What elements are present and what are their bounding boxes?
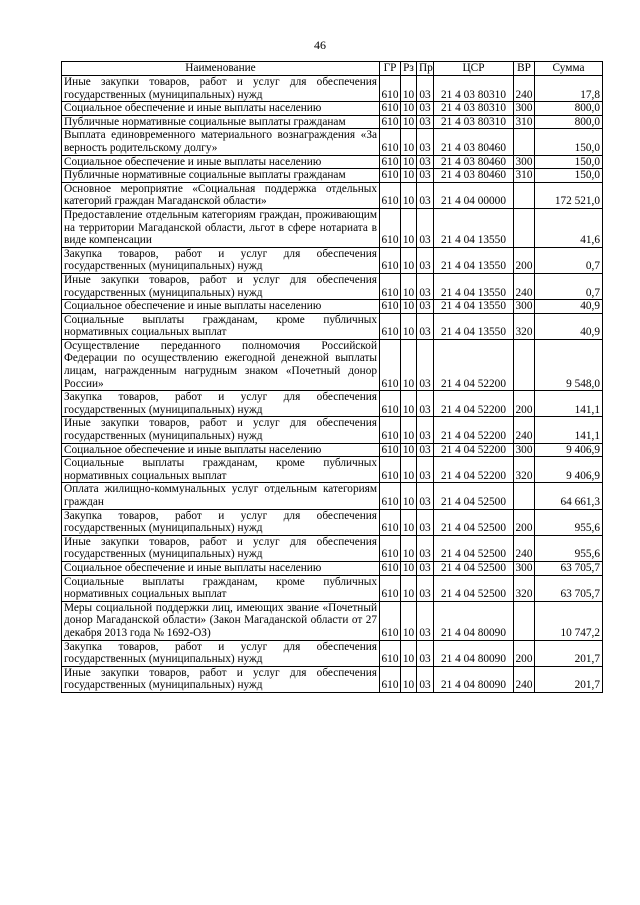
cell-rz: 10 bbox=[401, 339, 417, 390]
cell-gr: 610 bbox=[380, 391, 401, 417]
cell-sum: 955,6 bbox=[535, 509, 603, 535]
cell-csr: 21 4 04 52500 bbox=[434, 575, 514, 601]
cell-rz: 10 bbox=[401, 535, 417, 561]
cell-pr: 03 bbox=[417, 76, 434, 102]
table-row bbox=[62, 273, 603, 299]
cell-csr: 21 4 04 80090 bbox=[434, 640, 514, 666]
cell-pr: 03 bbox=[417, 155, 434, 169]
cell-name: Социальные выплаты гражданам, кроме публичных нормативных социальных выплат bbox=[62, 457, 380, 483]
cell-csr: 21 4 03 80310 bbox=[434, 76, 514, 102]
cell-csr: 21 4 04 52200 bbox=[434, 391, 514, 417]
cell-gr: 610 bbox=[380, 76, 401, 102]
cell-rz: 10 bbox=[401, 575, 417, 601]
cell-name: Социальные выплаты гражданам, кроме публичных нормативных социальных выплат bbox=[62, 313, 380, 339]
cell-vr bbox=[514, 182, 535, 208]
cell-vr: 300 bbox=[514, 155, 535, 169]
cell-pr: 03 bbox=[417, 313, 434, 339]
cell-sum: 63 705,7 bbox=[535, 575, 603, 601]
table-row bbox=[62, 391, 603, 417]
cell-pr: 03 bbox=[417, 391, 434, 417]
cell-sum: 10 747,2 bbox=[535, 601, 603, 640]
cell-rz: 10 bbox=[401, 182, 417, 208]
cell-name: Иные закупки товаров, работ и услуг для обеспечения государственных (муниципальных) нужд bbox=[62, 417, 380, 443]
cell-name: Меры социальной поддержки лиц, имеющих звание «Почетный донор Магаданской области» (Закон Магаданской области от 27 декабря 2013 года № 1692-ОЗ) bbox=[62, 601, 380, 640]
cell-vr: 300 bbox=[514, 561, 535, 575]
table-row bbox=[62, 208, 603, 247]
cell-vr: 300 bbox=[514, 102, 535, 116]
table-row bbox=[62, 640, 603, 666]
cell-rz: 10 bbox=[401, 509, 417, 535]
cell-sum: 955,6 bbox=[535, 535, 603, 561]
table-row bbox=[62, 457, 603, 483]
cell-gr: 610 bbox=[380, 575, 401, 601]
table-row bbox=[62, 76, 603, 102]
cell-rz: 10 bbox=[401, 417, 417, 443]
cell-gr: 610 bbox=[380, 509, 401, 535]
cell-csr: 21 4 04 00000 bbox=[434, 182, 514, 208]
cell-rz: 10 bbox=[401, 208, 417, 247]
cell-pr: 03 bbox=[417, 457, 434, 483]
table-row bbox=[62, 601, 603, 640]
table-body bbox=[62, 76, 603, 693]
table-row bbox=[62, 509, 603, 535]
cell-csr: 21 4 04 52500 bbox=[434, 535, 514, 561]
cell-gr: 610 bbox=[380, 601, 401, 640]
cell-csr: 21 4 04 80090 bbox=[434, 666, 514, 692]
cell-csr: 21 4 04 13550 bbox=[434, 247, 514, 273]
cell-name: Публичные нормативные социальные выплаты гражданам bbox=[62, 115, 380, 129]
cell-sum: 141,1 bbox=[535, 417, 603, 443]
cell-sum: 150,0 bbox=[535, 169, 603, 183]
cell-sum: 141,1 bbox=[535, 391, 603, 417]
cell-rz: 10 bbox=[401, 129, 417, 155]
cell-vr bbox=[514, 483, 535, 509]
col-header-rz: Рз bbox=[401, 62, 417, 76]
cell-gr: 610 bbox=[380, 208, 401, 247]
cell-vr: 240 bbox=[514, 666, 535, 692]
cell-sum: 9 548,0 bbox=[535, 339, 603, 390]
cell-rz: 10 bbox=[401, 457, 417, 483]
cell-sum: 150,0 bbox=[535, 155, 603, 169]
cell-pr: 03 bbox=[417, 115, 434, 129]
cell-sum: 40,9 bbox=[535, 300, 603, 314]
cell-pr: 03 bbox=[417, 129, 434, 155]
cell-sum: 40,9 bbox=[535, 313, 603, 339]
cell-vr: 320 bbox=[514, 457, 535, 483]
cell-name: Социальное обеспечение и иные выплаты населению bbox=[62, 561, 380, 575]
table-row bbox=[62, 247, 603, 273]
cell-sum: 63 705,7 bbox=[535, 561, 603, 575]
table-row bbox=[62, 115, 603, 129]
cell-sum: 800,0 bbox=[535, 115, 603, 129]
cell-name: Социальное обеспечение и иные выплаты населению bbox=[62, 300, 380, 314]
cell-sum: 800,0 bbox=[535, 102, 603, 116]
page-number: 46 bbox=[314, 38, 326, 52]
cell-name: Оплата жилищно-коммунальных услуг отдельным категориям граждан bbox=[62, 483, 380, 509]
col-header-sum: Сумма bbox=[535, 62, 603, 76]
cell-pr: 03 bbox=[417, 601, 434, 640]
cell-vr: 240 bbox=[514, 273, 535, 299]
cell-gr: 610 bbox=[380, 561, 401, 575]
cell-pr: 03 bbox=[417, 247, 434, 273]
cell-gr: 610 bbox=[380, 457, 401, 483]
cell-pr: 03 bbox=[417, 666, 434, 692]
cell-csr: 21 4 03 80460 bbox=[434, 155, 514, 169]
table-row bbox=[62, 483, 603, 509]
cell-rz: 10 bbox=[401, 115, 417, 129]
table-row bbox=[62, 561, 603, 575]
table-row bbox=[62, 666, 603, 692]
cell-rz: 10 bbox=[401, 640, 417, 666]
cell-gr: 610 bbox=[380, 640, 401, 666]
col-header-gr: ГР bbox=[380, 62, 401, 76]
cell-gr: 610 bbox=[380, 300, 401, 314]
cell-csr: 21 4 04 80090 bbox=[434, 601, 514, 640]
cell-name: Социальное обеспечение и иные выплаты населению bbox=[62, 155, 380, 169]
cell-sum: 9 406,9 bbox=[535, 443, 603, 457]
cell-pr: 03 bbox=[417, 509, 434, 535]
col-header-pr: Пр bbox=[417, 62, 434, 76]
cell-gr: 610 bbox=[380, 182, 401, 208]
cell-name: Основное мероприятие «Социальная поддержка отдельных категорий граждан Магаданской области» bbox=[62, 182, 380, 208]
cell-vr: 310 bbox=[514, 169, 535, 183]
cell-csr: 21 4 04 52500 bbox=[434, 561, 514, 575]
cell-csr: 21 4 03 80310 bbox=[434, 102, 514, 116]
cell-pr: 03 bbox=[417, 443, 434, 457]
cell-name: Социальные выплаты гражданам, кроме публичных нормативных социальных выплат bbox=[62, 575, 380, 601]
cell-vr: 320 bbox=[514, 575, 535, 601]
table-row bbox=[62, 575, 603, 601]
cell-sum: 17,8 bbox=[535, 76, 603, 102]
cell-vr: 300 bbox=[514, 300, 535, 314]
col-header-vr: ВР bbox=[514, 62, 535, 76]
cell-sum: 201,7 bbox=[535, 640, 603, 666]
cell-pr: 03 bbox=[417, 169, 434, 183]
cell-pr: 03 bbox=[417, 102, 434, 116]
cell-gr: 610 bbox=[380, 102, 401, 116]
cell-vr: 200 bbox=[514, 509, 535, 535]
cell-gr: 610 bbox=[380, 443, 401, 457]
table-row bbox=[62, 313, 603, 339]
table-header-row bbox=[62, 62, 603, 76]
cell-rz: 10 bbox=[401, 561, 417, 575]
cell-gr: 610 bbox=[380, 483, 401, 509]
table-row bbox=[62, 182, 603, 208]
cell-name: Закупка товаров, работ и услуг для обеспечения государственных (муниципальных) нужд bbox=[62, 509, 380, 535]
cell-sum: 41,6 bbox=[535, 208, 603, 247]
table-row bbox=[62, 535, 603, 561]
cell-vr: 300 bbox=[514, 443, 535, 457]
cell-gr: 610 bbox=[380, 339, 401, 390]
cell-csr: 21 4 04 52200 bbox=[434, 443, 514, 457]
cell-sum: 201,7 bbox=[535, 666, 603, 692]
col-header-csr: ЦСР bbox=[434, 62, 514, 76]
cell-name: Иные закупки товаров, работ и услуг для обеспечения государственных (муниципальных) нужд bbox=[62, 76, 380, 102]
cell-pr: 03 bbox=[417, 208, 434, 247]
cell-name: Иные закупки товаров, работ и услуг для обеспечения государственных (муниципальных) нужд bbox=[62, 535, 380, 561]
cell-name: Публичные нормативные социальные выплаты гражданам bbox=[62, 169, 380, 183]
cell-rz: 10 bbox=[401, 155, 417, 169]
cell-vr bbox=[514, 601, 535, 640]
cell-name: Закупка товаров, работ и услуг для обеспечения государственных (муниципальных) нужд bbox=[62, 391, 380, 417]
cell-vr: 240 bbox=[514, 535, 535, 561]
table-row bbox=[62, 169, 603, 183]
cell-name: Осуществление переданного полномочия Российской Федерации по осуществлению ежегодной денежной выплаты лицам, награжденным нагрудным знаком «Почетный донор России» bbox=[62, 339, 380, 390]
cell-csr: 21 4 03 80460 bbox=[434, 129, 514, 155]
cell-gr: 610 bbox=[380, 535, 401, 561]
cell-gr: 610 bbox=[380, 666, 401, 692]
cell-csr: 21 4 03 80310 bbox=[434, 115, 514, 129]
budget-table bbox=[61, 61, 603, 693]
cell-gr: 610 bbox=[380, 129, 401, 155]
cell-rz: 10 bbox=[401, 300, 417, 314]
cell-vr bbox=[514, 129, 535, 155]
cell-sum: 172 521,0 bbox=[535, 182, 603, 208]
cell-csr: 21 4 04 52200 bbox=[434, 339, 514, 390]
cell-csr: 21 4 04 52500 bbox=[434, 509, 514, 535]
cell-csr: 21 4 04 52200 bbox=[434, 457, 514, 483]
cell-pr: 03 bbox=[417, 561, 434, 575]
cell-pr: 03 bbox=[417, 535, 434, 561]
cell-pr: 03 bbox=[417, 417, 434, 443]
table-row bbox=[62, 300, 603, 314]
cell-sum: 64 661,3 bbox=[535, 483, 603, 509]
cell-sum: 0,7 bbox=[535, 247, 603, 273]
table-row bbox=[62, 417, 603, 443]
cell-gr: 610 bbox=[380, 313, 401, 339]
cell-csr: 21 4 04 52200 bbox=[434, 417, 514, 443]
cell-vr: 240 bbox=[514, 76, 535, 102]
cell-rz: 10 bbox=[401, 483, 417, 509]
cell-rz: 10 bbox=[401, 313, 417, 339]
cell-gr: 610 bbox=[380, 155, 401, 169]
cell-csr: 21 4 04 13550 bbox=[434, 273, 514, 299]
cell-name: Иные закупки товаров, работ и услуг для обеспечения государственных (муниципальных) нужд bbox=[62, 273, 380, 299]
cell-pr: 03 bbox=[417, 339, 434, 390]
cell-rz: 10 bbox=[401, 601, 417, 640]
cell-sum: 9 406,9 bbox=[535, 457, 603, 483]
table-row bbox=[62, 102, 603, 116]
cell-name: Выплата единовременного материального вознаграждения «За верность родительскому долгу» bbox=[62, 129, 380, 155]
cell-csr: 21 4 04 13550 bbox=[434, 300, 514, 314]
cell-name: Закупка товаров, работ и услуг для обеспечения государственных (муниципальных) нужд bbox=[62, 247, 380, 273]
cell-gr: 610 bbox=[380, 115, 401, 129]
cell-pr: 03 bbox=[417, 300, 434, 314]
cell-pr: 03 bbox=[417, 640, 434, 666]
cell-vr: 200 bbox=[514, 391, 535, 417]
cell-rz: 10 bbox=[401, 391, 417, 417]
cell-sum: 150,0 bbox=[535, 129, 603, 155]
cell-pr: 03 bbox=[417, 483, 434, 509]
table-row bbox=[62, 129, 603, 155]
col-header-name: Наименование bbox=[62, 62, 380, 76]
cell-sum: 0,7 bbox=[535, 273, 603, 299]
cell-gr: 610 bbox=[380, 247, 401, 273]
cell-name: Социальное обеспечение и иные выплаты населению bbox=[62, 102, 380, 116]
cell-vr: 200 bbox=[514, 247, 535, 273]
cell-csr: 21 4 04 52500 bbox=[434, 483, 514, 509]
cell-vr: 240 bbox=[514, 417, 535, 443]
cell-gr: 610 bbox=[380, 169, 401, 183]
cell-vr bbox=[514, 339, 535, 390]
cell-pr: 03 bbox=[417, 182, 434, 208]
cell-name: Иные закупки товаров, работ и услуг для обеспечения государственных (муниципальных) нужд bbox=[62, 666, 380, 692]
cell-rz: 10 bbox=[401, 273, 417, 299]
cell-gr: 610 bbox=[380, 417, 401, 443]
cell-csr: 21 4 04 13550 bbox=[434, 313, 514, 339]
cell-name: Предоставление отдельным категориям граждан, проживающим на территории Магаданской области, льгот в сфере нотариата в виде компенсации bbox=[62, 208, 380, 247]
cell-vr: 310 bbox=[514, 115, 535, 129]
cell-csr: 21 4 03 80460 bbox=[434, 169, 514, 183]
cell-vr: 320 bbox=[514, 313, 535, 339]
cell-pr: 03 bbox=[417, 575, 434, 601]
cell-name: Закупка товаров, работ и услуг для обеспечения государственных (муниципальных) нужд bbox=[62, 640, 380, 666]
table-row bbox=[62, 339, 603, 390]
cell-rz: 10 bbox=[401, 76, 417, 102]
cell-name: Социальное обеспечение и иные выплаты населению bbox=[62, 443, 380, 457]
cell-rz: 10 bbox=[401, 666, 417, 692]
cell-rz: 10 bbox=[401, 102, 417, 116]
table-row bbox=[62, 155, 603, 169]
cell-rz: 10 bbox=[401, 247, 417, 273]
cell-vr bbox=[514, 208, 535, 247]
cell-pr: 03 bbox=[417, 273, 434, 299]
cell-rz: 10 bbox=[401, 169, 417, 183]
cell-rz: 10 bbox=[401, 443, 417, 457]
cell-csr: 21 4 04 13550 bbox=[434, 208, 514, 247]
cell-gr: 610 bbox=[380, 273, 401, 299]
table-row bbox=[62, 443, 603, 457]
cell-vr: 200 bbox=[514, 640, 535, 666]
